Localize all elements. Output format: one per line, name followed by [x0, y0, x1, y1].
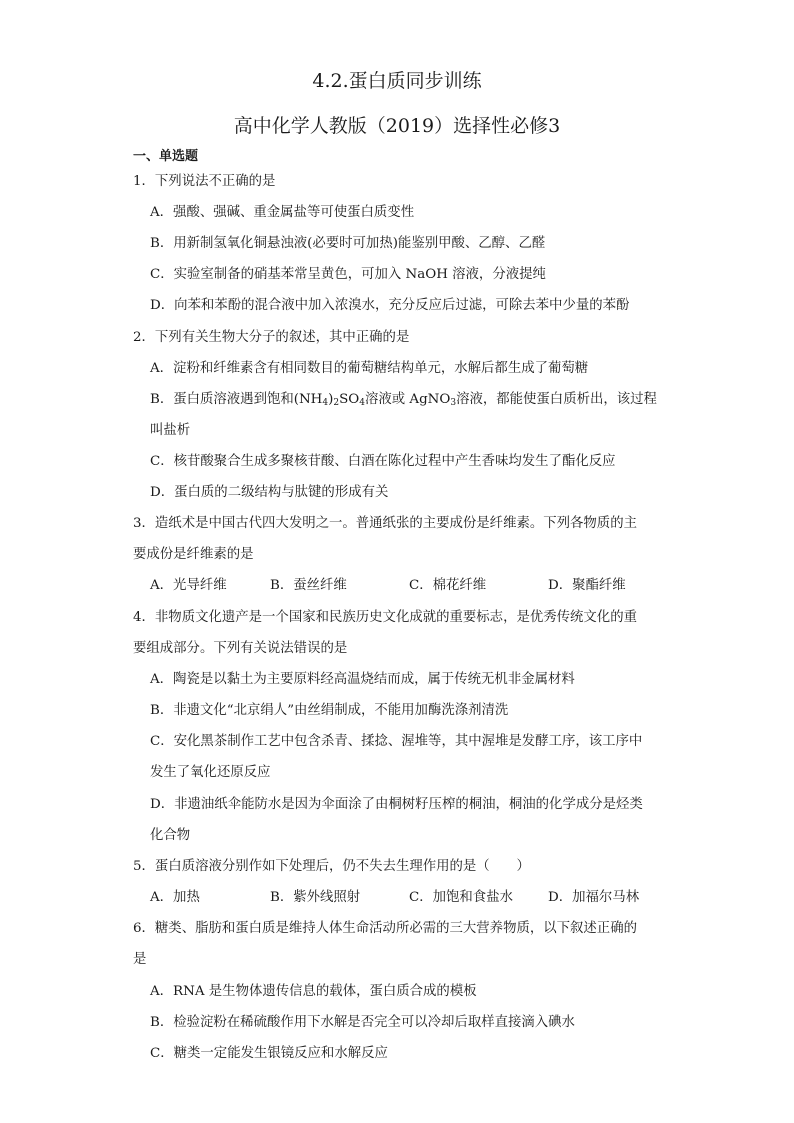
- option-b-text-4: 溶液或 AgNO: [364, 392, 451, 407]
- question-3-stem-continued: 要成份是纤维素的是: [133, 547, 254, 562]
- question-6-stem-continued: 是: [133, 952, 147, 967]
- question-4-option-a: A．陶瓷是以黏土为主要原料经高温烧结而成，属于传统无机非金属材料: [150, 672, 575, 687]
- question-1-option-c: C．实验室制备的硝基苯常呈黄色，可加入 NaOH 溶液，分液提纯: [150, 267, 546, 282]
- section-heading: 一、单选题: [133, 149, 199, 164]
- question-1-stem: 1．下列说法不正确的是: [133, 174, 276, 189]
- subscript: 2: [333, 398, 340, 408]
- question-2-option-b-continued: 叫盐析: [150, 423, 191, 438]
- subscript: 3: [450, 398, 457, 408]
- question-1-option-b: B．用新制氢氧化铜悬浊液(必要时可加热)能鉴别甲酸、乙醇、乙醛: [150, 236, 546, 251]
- question-2-option-b: [150, 384, 670, 415]
- question-2-option-c: C．核苷酸聚合生成多聚核苷酸、白酒在陈化过程中产生香味均发生了酯化反应: [150, 454, 616, 469]
- question-4-stem-continued: 要组成部分。下列有关说法错误的是: [133, 641, 348, 656]
- question-4-option-d-continued: 化合物: [150, 828, 191, 843]
- question-4-stem: 4．非物质文化遗产是一个国家和民族历史文化成就的重要标志，是优秀传统文化的重: [133, 610, 637, 625]
- question-2-stem: 2．下列有关生物大分子的叙述，其中正确的是: [133, 330, 410, 345]
- option-b-text-5: 溶液，都能使蛋白质析出，该过程: [456, 392, 657, 407]
- question-6-option-a: A．RNA 是生物体遗传信息的载体，蛋白质合成的模板: [150, 984, 477, 999]
- question-3-option-c: C．棉花纤维: [409, 578, 487, 593]
- subscript: 4: [322, 398, 329, 408]
- question-3-option-a: A．光导纤维: [150, 578, 227, 593]
- question-4-option-c-continued: 发生了氧化还原反应: [150, 765, 271, 780]
- question-2-option-d: D．蛋白质的二级结构与肽键的形成有关: [150, 485, 389, 500]
- question-5-stem: 5．蛋白质溶液分别作如下处理后，仍不失去生理作用的是（ ）: [133, 859, 530, 874]
- question-1-option-a: A．强酸、强碱、重金属盐等可使蛋白质变性: [150, 205, 415, 220]
- question-5-option-b: B．紫外线照射: [270, 890, 361, 905]
- question-6-stem: 6．糖类、脂肪和蛋白质是维持人体生命活动所必需的三大营养物质，以下叙述正确的: [133, 921, 637, 936]
- question-5-option-c: C．加饱和食盐水: [409, 890, 513, 905]
- question-1-option-d: D．向苯和苯酚的混合液中加入浓溴水，充分反应后过滤，可除去苯中少量的苯酚: [150, 298, 630, 313]
- document-title: 4.2.蛋白质同步训练: [312, 70, 482, 92]
- question-4-option-d: D．非遗油纸伞能防水是因为伞面涂了由桐树籽压榨的桐油，桐油的化学成分是烃类: [150, 797, 643, 812]
- question-5-option-a: A．加热: [150, 890, 200, 905]
- subscript: 4: [359, 398, 365, 408]
- question-5-option-d: D．加福尔马林: [548, 890, 640, 905]
- question-2-option-a: A．淀粉和纤维素含有相同数目的葡萄糖结构单元，水解后都生成了葡萄糖: [150, 361, 589, 376]
- question-4-option-c: C．安化黑茶制作工艺中包含杀青、揉捻、渥堆等，其中渥堆是发酵工序，该工序中: [150, 734, 643, 749]
- question-3-option-d: D．聚酯纤维: [548, 578, 626, 593]
- question-6-option-c: C．糖类一定能发生银镜反应和水解反应: [150, 1046, 388, 1061]
- document-subtitle: 高中化学人教版（2019）选择性必修3: [233, 115, 561, 137]
- option-b-text-2: ): [328, 392, 334, 407]
- option-b-text-3: SO: [339, 392, 360, 407]
- question-6-option-b: B．检验淀粉在稀硫酸作用下水解是否完全可以冷却后取样直接滴入碘水: [150, 1015, 575, 1030]
- question-3-stem: 3．造纸术是中国古代四大发明之一。普通纸张的主要成份是纤维素。下列各物质的主: [133, 516, 637, 531]
- question-4-option-b: B．非遗文化“北京绢人”由丝绢制成，不能用加酶洗涤剂清洗: [150, 703, 509, 718]
- option-b-text-1: B．蛋白质溶液遇到饱和(NH: [150, 392, 323, 407]
- question-3-option-b: B．蚕丝纤维: [270, 578, 347, 593]
